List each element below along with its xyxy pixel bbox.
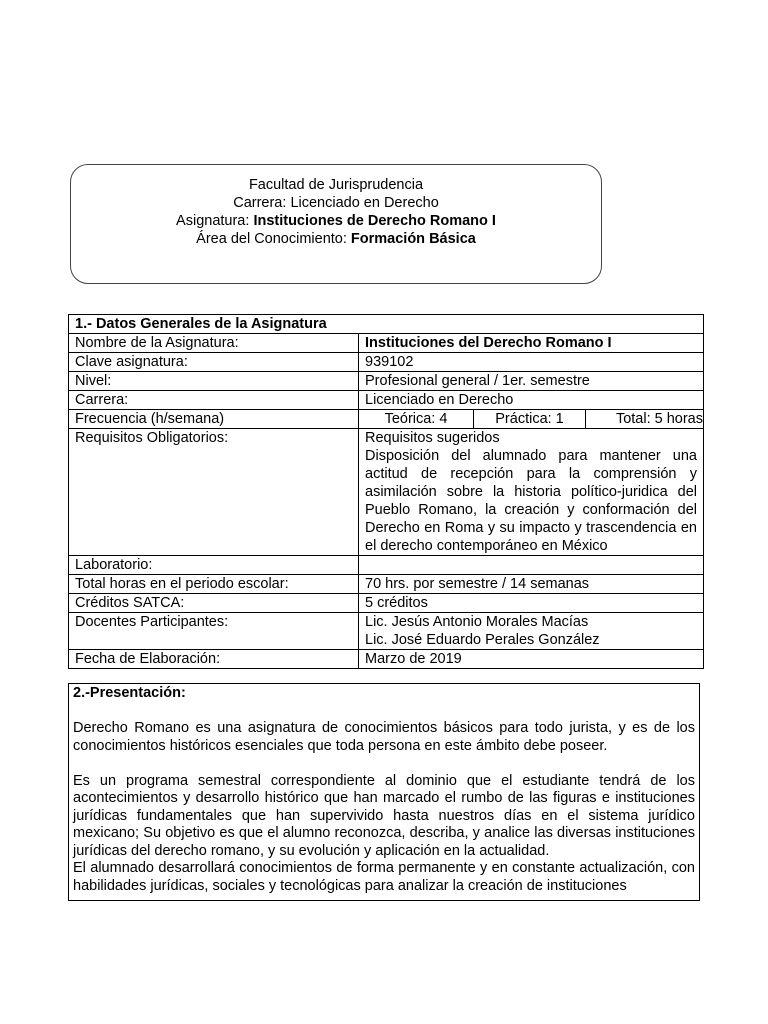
table-row <box>69 372 704 391</box>
horas-value: 70 hrs. por semestre / 14 semanas <box>359 575 704 594</box>
docentes-label: Docentes Participantes: <box>69 613 359 650</box>
area-value: Formación Básica <box>350 231 476 247</box>
presentation-paragraph-1: Derecho Romano es una asignatura de conocimientos básicos para todo jurista, y es de los conocimientos históricos esenciales que toda persona en este ámbito debe poseer. <box>73 720 695 754</box>
table-row <box>69 429 704 556</box>
nivel-value: Profesional general / 1er. semestre <box>359 372 704 391</box>
carrera-value: Licenciado en Derecho <box>359 391 704 410</box>
frecuencia-label: Frecuencia (h/semana) <box>69 410 359 429</box>
subject-value: Instituciones de Derecho Romano I <box>253 213 496 229</box>
requisitos-text: Disposición del alumnado para mantener una actitud de recepción para la comprensión y asimilación sobre la historia político-juridica del Pueblo Romano, la creación y conformación del Derecho en Roma y su impacto y trascendencia en el derecho contemporáneo en México <box>365 448 697 554</box>
table-row <box>69 575 704 594</box>
career-value: Licenciado en Derecho <box>290 195 439 211</box>
nombre-label: Nombre de la Asignatura: <box>69 334 359 353</box>
requisitos-cell <box>359 429 704 556</box>
practica-hours: Práctica: 1 <box>474 410 586 428</box>
total-hours: Total: 5 horas <box>615 411 703 427</box>
nombre-value: Instituciones del Derecho Romano I <box>359 334 704 353</box>
table-row <box>69 353 704 372</box>
general-data-table <box>68 314 704 669</box>
section-1-title: 1.- Datos Generales de la Asignatura <box>69 315 704 334</box>
presentation-box <box>68 683 700 901</box>
clave-value: 939102 <box>359 353 704 372</box>
table-row <box>69 650 704 669</box>
presentation-paragraph-2: Es un programa semestral correspondiente al dominio que el estudiante tendrá de los acontecimientos y desarrollo histórico que han marcado el rumbo de las figuras e instituciones jurídicas fundamentales que han supervivido hasta nuestros días en el sistema jurídico mexicano; Su objetivo es que el alumno reconozca, describa, y analice las diversas instituciones jurídicas del derecho romano, y su evolución y aplicación en la actualidad. <box>73 772 695 859</box>
area-line <box>71 230 601 248</box>
creditos-label: Créditos SATCA: <box>69 594 359 613</box>
faculty-name: Facultad de Jurisprudencia <box>248 177 424 193</box>
requisitos-heading: Requisitos sugeridos <box>365 430 500 446</box>
career-label: Carrera: <box>233 195 287 211</box>
table-row <box>69 613 704 650</box>
laboratorio-value <box>359 556 704 575</box>
header-box <box>70 164 602 284</box>
requisitos-label: Requisitos Obligatorios: <box>69 429 359 556</box>
fecha-value: Marzo de 2019 <box>359 650 704 669</box>
nivel-label: Nivel: <box>69 372 359 391</box>
creditos-value: 5 créditos <box>359 594 704 613</box>
table-row <box>69 410 704 429</box>
presentation-paragraph-3: El alumnado desarrollará conocimientos de forma permanente y en constante actualización, con habilidades jurídicas, sociales y tecnológicas para analizar la creación de instituciones <box>73 860 695 894</box>
table-row <box>69 334 704 353</box>
table-row <box>69 556 704 575</box>
frecuencia-cell <box>359 410 704 429</box>
table-title-row <box>69 315 704 334</box>
carrera-label: Carrera: <box>69 391 359 410</box>
table-row <box>69 594 704 613</box>
career-line <box>71 194 601 212</box>
subject-label: Asignatura: <box>176 213 250 229</box>
area-label: Área del Conocimiento: <box>196 231 347 247</box>
teorica-hours: Teórica: 4 <box>359 410 474 428</box>
laboratorio-label: Laboratorio: <box>69 556 359 575</box>
clave-label: Clave asignatura: <box>69 353 359 372</box>
docentes-cell <box>359 613 704 650</box>
docente-1: Lic. Jesús Antonio Morales Macías <box>365 614 589 630</box>
horas-label: Total horas en el periodo escolar: <box>69 575 359 594</box>
table-row <box>69 391 704 410</box>
docente-2: Lic. José Eduardo Perales González <box>365 632 600 648</box>
fecha-label: Fecha de Elaboración: <box>69 650 359 669</box>
section-2-title: 2.-Presentación: <box>73 685 186 701</box>
subject-line <box>71 212 601 230</box>
